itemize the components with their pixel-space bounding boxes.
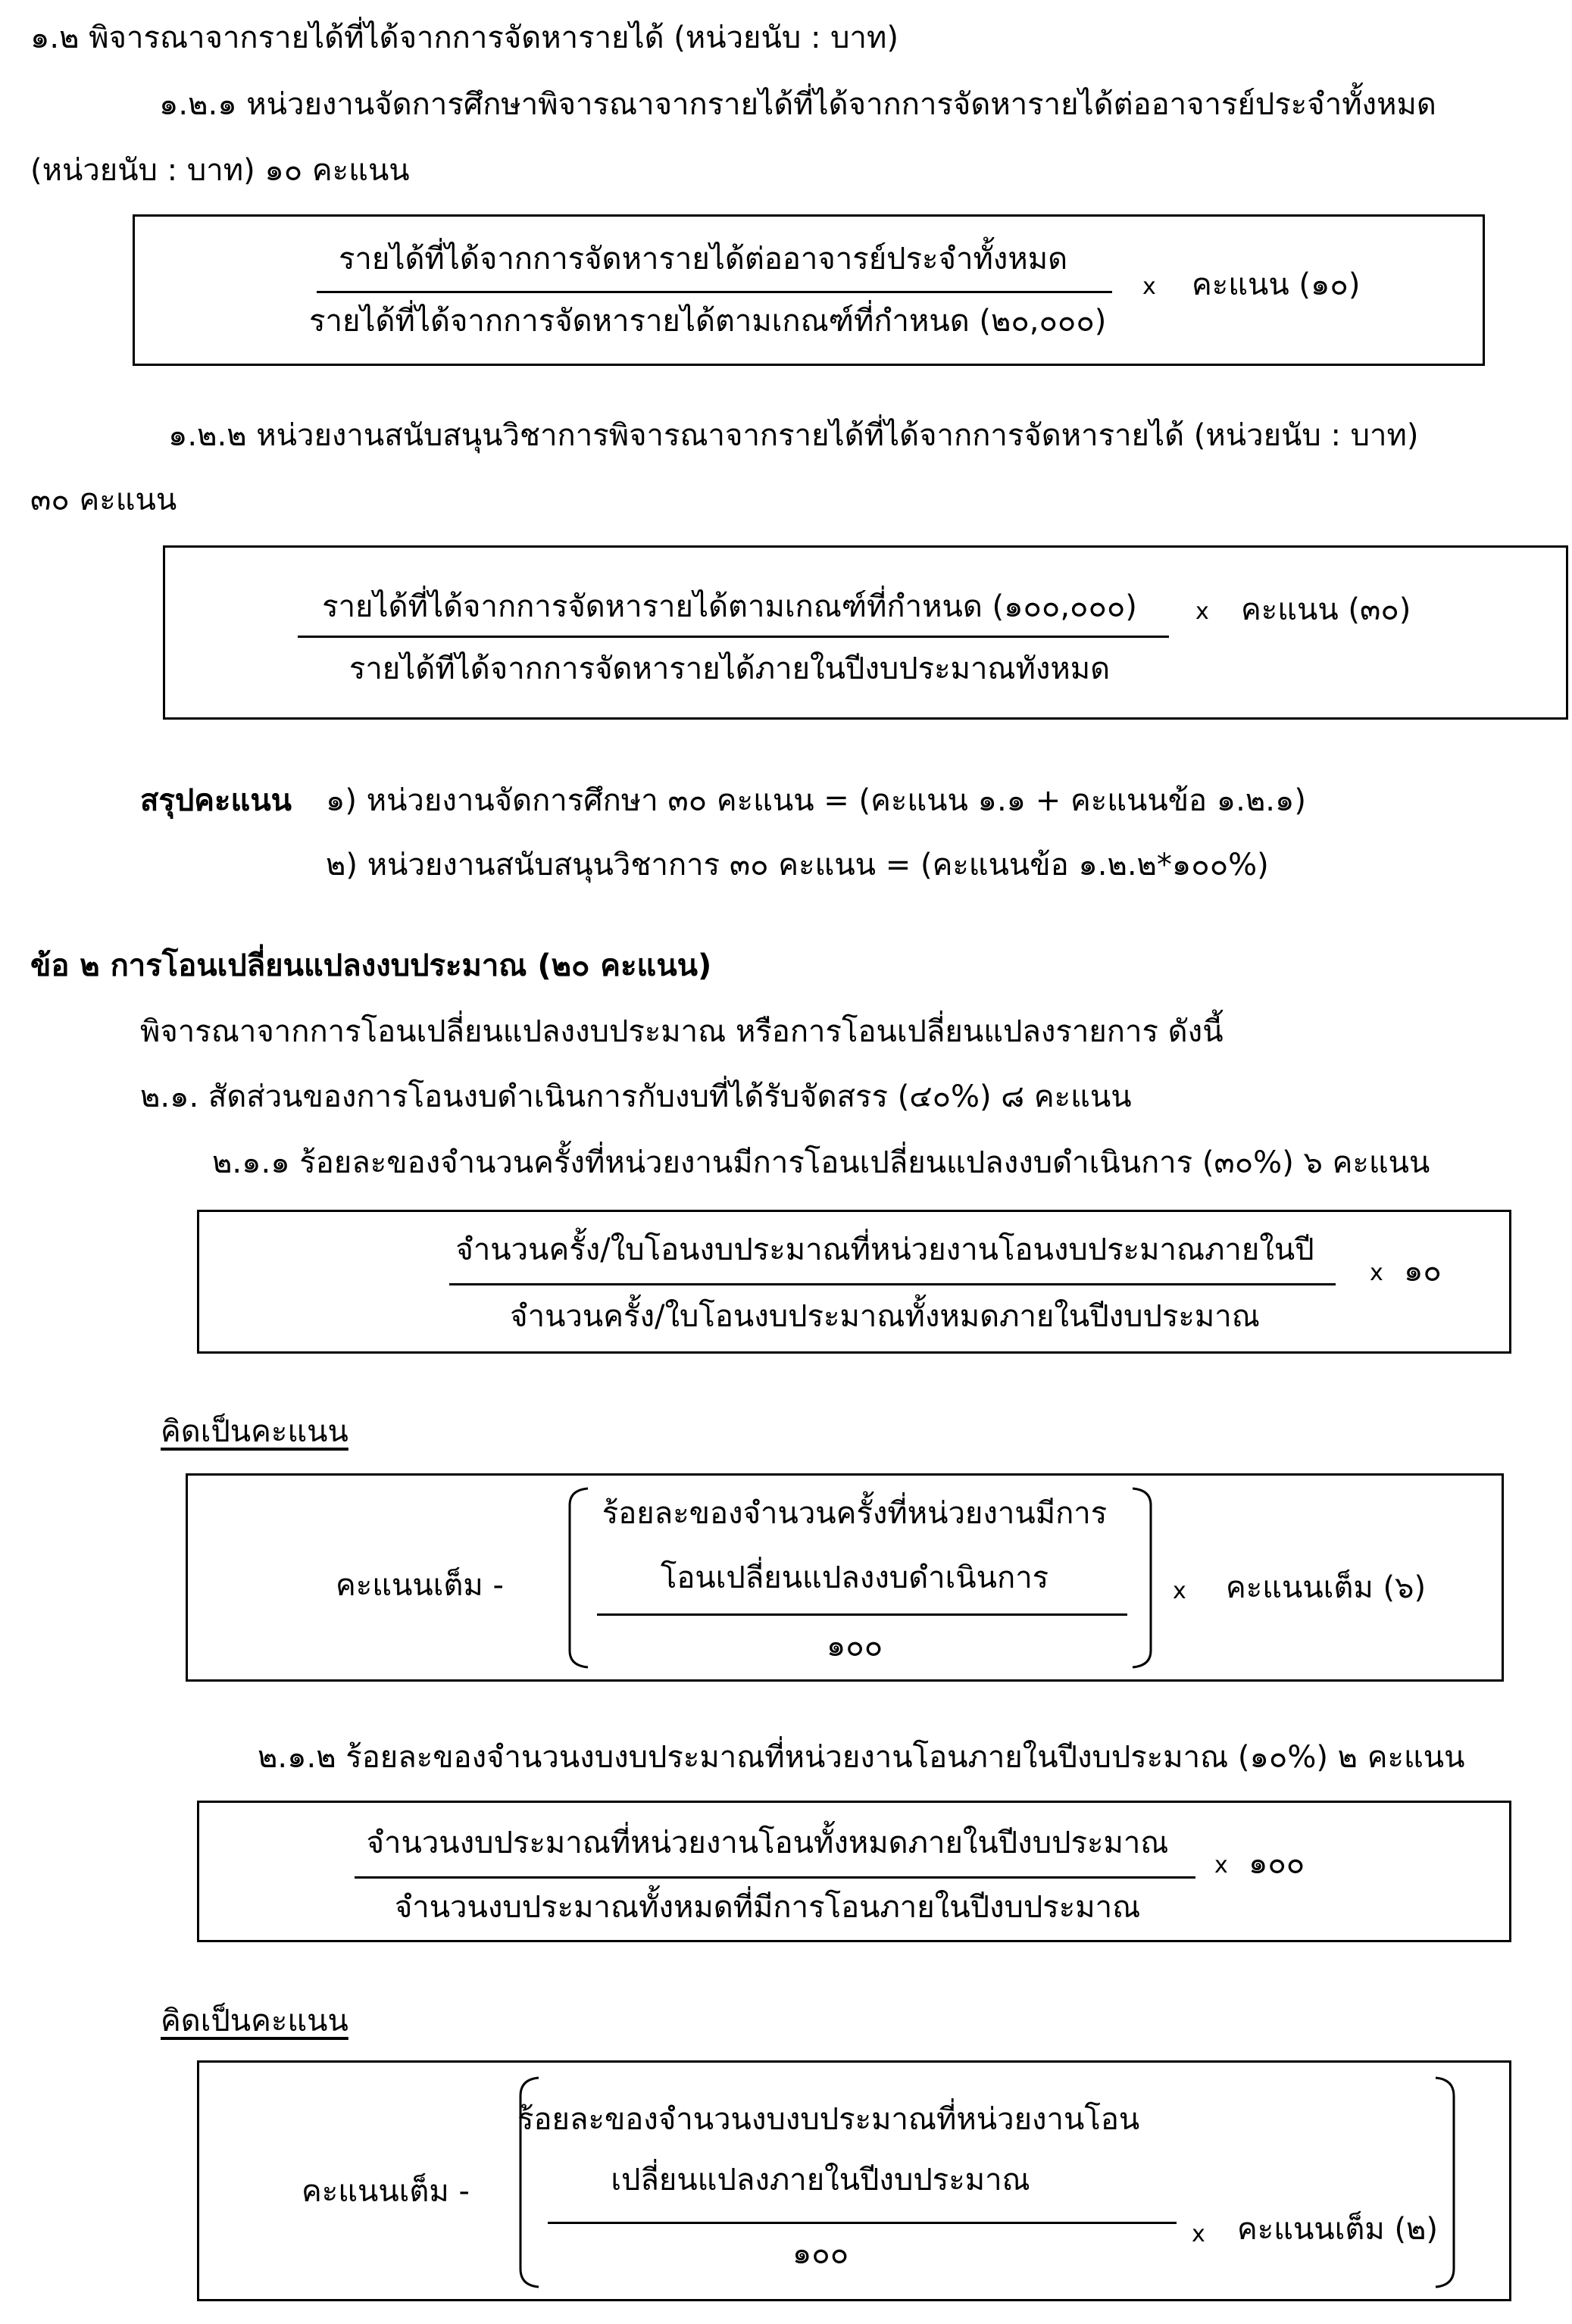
score-prefix: คะแนนเต็ม - bbox=[336, 1568, 504, 1603]
formula-box-1-2-2 bbox=[163, 545, 1568, 720]
score-numerator-line-2: โอนเปลี่ยนแปลงงบดำเนินการ bbox=[660, 1560, 1049, 1595]
score-numerator-line-1: ร้อยละของจำนวนครั้งที่หน่วยงานมีการ bbox=[602, 1496, 1108, 1531]
formula-multiplier: ๑๐๐ bbox=[1249, 1846, 1305, 1881]
formula-multiplier: ๑๐ bbox=[1404, 1254, 1442, 1289]
formula-numerator: รายได้ที่ได้จากการจัดหารายได้ตามเกณฑ์ที่กำหนด (๑๐๐,๐๐๐) bbox=[322, 589, 1137, 624]
item-2-1-2-text: ๒.๑.๒ ร้อยละของจำนวนงบงบประมาณที่หน่วยงานโอนภายในปีงบประมาณ (๑๐%) ๒ คะแนน bbox=[258, 1740, 1465, 1775]
item-1-2-1-text-cont: (หน่วยนับ : บาท) ๑๐ คะแนน bbox=[30, 153, 410, 188]
fraction-bar bbox=[449, 1283, 1336, 1285]
score-denominator: ๑๐๐ bbox=[826, 1629, 883, 1663]
times-sign: x bbox=[1192, 2221, 1205, 2247]
item-1-2-2-text: ๑.๒.๒ หน่วยงานสนับสนุนวิชาการพิจารณาจากรายได้ที่ได้จากการจัดหารายได้ (หน่วยนับ : บาท) bbox=[168, 418, 1419, 453]
formula-multiplier: คะแนน (๑๐) bbox=[1192, 267, 1361, 302]
item-2-1-1-text: ๒.๑.๑ ร้อยละของจำนวนครั้งที่หน่วยงานมีการโอนเปลี่ยนแปลงงบดำเนินการ (๓๐%) ๖ คะแนน bbox=[212, 1145, 1430, 1180]
formula-box-2-1-2 bbox=[197, 1801, 1511, 1942]
fraction-bar bbox=[597, 1613, 1127, 1616]
item-2-1-text: ๒.๑. สัดส่วนของการโอนงบดำเนินการกับงบที่ได้รับจัดสรร (๔๐%) ๘ คะแนน bbox=[140, 1079, 1132, 1114]
summary-label: สรุปคะแนน bbox=[140, 783, 292, 818]
formula-denominator: จำนวนครั้ง/ใบโอนงบประมาณทั้งหมดภายในปีงบประมาณ bbox=[510, 1299, 1260, 1334]
times-sign: x bbox=[1370, 1260, 1383, 1286]
item-1-2-1-text: ๑.๒.๑ หน่วยงานจัดการศึกษาพิจารณาจากรายได้ที่ได้จากการจัดหารายได้ต่ออาจารย์ประจำทั้งหมด bbox=[159, 87, 1436, 122]
times-sign: x bbox=[1173, 1578, 1186, 1604]
formula-box-2-1-1 bbox=[197, 1210, 1511, 1354]
score-prefix: คะแนนเต็ม - bbox=[302, 2174, 470, 2209]
score-multiplier: คะแนนเต็ม (๖) bbox=[1226, 1570, 1427, 1605]
formula-denominator: จำนวนงบประมาณทั้งหมดที่มีการโอนภายในปีงบประมาณ bbox=[394, 1890, 1141, 1925]
fraction-bar bbox=[317, 291, 1112, 293]
item-1-2-2-text-cont: ๓๐ คะแนน bbox=[30, 483, 177, 517]
right-brace bbox=[1131, 1487, 1154, 1669]
score-box-2-1-1 bbox=[186, 1473, 1504, 1682]
formula-numerator: จำนวนครั้ง/ใบโอนงบประมาณที่หน่วยงานโอนงบประมาณภายในปี bbox=[455, 1232, 1314, 1267]
formula-numerator: รายได้ที่ได้จากการจัดหารายได้ต่ออาจารย์ประจำทั้งหมด bbox=[338, 242, 1068, 276]
summary-line-1: ๑) หน่วยงานจัดการศึกษา ๓๐ คะแนน = (คะแนน ๑.๑ + คะแนนข้อ ๑.๒.๑) bbox=[326, 783, 1306, 818]
score-box-2-1-2 bbox=[197, 2060, 1511, 2301]
section-2-intro: พิจารณาจากการโอนเปลี่ยนแปลงงบประมาณ หรือการโอนเปลี่ยนแปลงรายการ ดังนี้ bbox=[140, 1014, 1224, 1049]
score-multiplier: คะแนนเต็ม (๒) bbox=[1237, 2212, 1439, 2247]
times-sign: x bbox=[1214, 1852, 1228, 1879]
times-sign: x bbox=[1195, 598, 1209, 625]
fraction-bar bbox=[355, 1876, 1195, 1879]
fraction-bar bbox=[548, 2222, 1177, 2224]
fraction-bar bbox=[298, 636, 1169, 638]
score-label-2-1-1: คิดเป็นคะแนน bbox=[161, 1414, 348, 1449]
right-brace bbox=[1434, 2076, 1457, 2288]
times-sign: x bbox=[1142, 273, 1156, 300]
formula-denominator: รายได้ทีได้จากการจัดหารายได้ภายในปีงบประมาณทังหมด bbox=[348, 651, 1111, 686]
section-2-heading: ข้อ ๒ การโอนเปลี่ยนแปลงงบประมาณ (๒๐ คะแนน) bbox=[30, 948, 712, 983]
summary-line-2: ๒) หน่วยงานสนับสนุนวิชาการ ๓๐ คะแนน = (คะแนนข้อ ๑.๒.๒*๑๐๐%) bbox=[326, 848, 1269, 882]
score-numerator-line-1: ร้อยละของจำนวนงบงบประมาณที่หน่วยงานโอน bbox=[517, 2102, 1140, 2137]
score-numerator-line-2: เปลี่ยนแปลงภายในปีงบประมาณ bbox=[611, 2163, 1030, 2197]
formula-multiplier: คะแนน (๓๐) bbox=[1241, 592, 1411, 627]
score-denominator: ๑๐๐ bbox=[792, 2236, 849, 2271]
score-label-2-1-2: คิดเป็นคะแนน bbox=[161, 2004, 348, 2038]
formula-box-1-2-1 bbox=[133, 214, 1485, 366]
formula-numerator: จำนวนงบประมาณที่หน่วยงานโอนทั้งหมดภายในปีงบประมาณ bbox=[366, 1826, 1169, 1860]
formula-denominator: รายได้ที่ได้จากการจัดหารายได้ตามเกณฑ์ที่กำหนด (๒๐,๐๐๐) bbox=[309, 304, 1107, 339]
section-1-2-heading: ๑.๒ พิจารณาจากรายได้ที่ได้จากการจัดหารายได้ (หน่วยนับ : บาท) bbox=[30, 20, 899, 55]
left-brace bbox=[567, 1487, 589, 1669]
